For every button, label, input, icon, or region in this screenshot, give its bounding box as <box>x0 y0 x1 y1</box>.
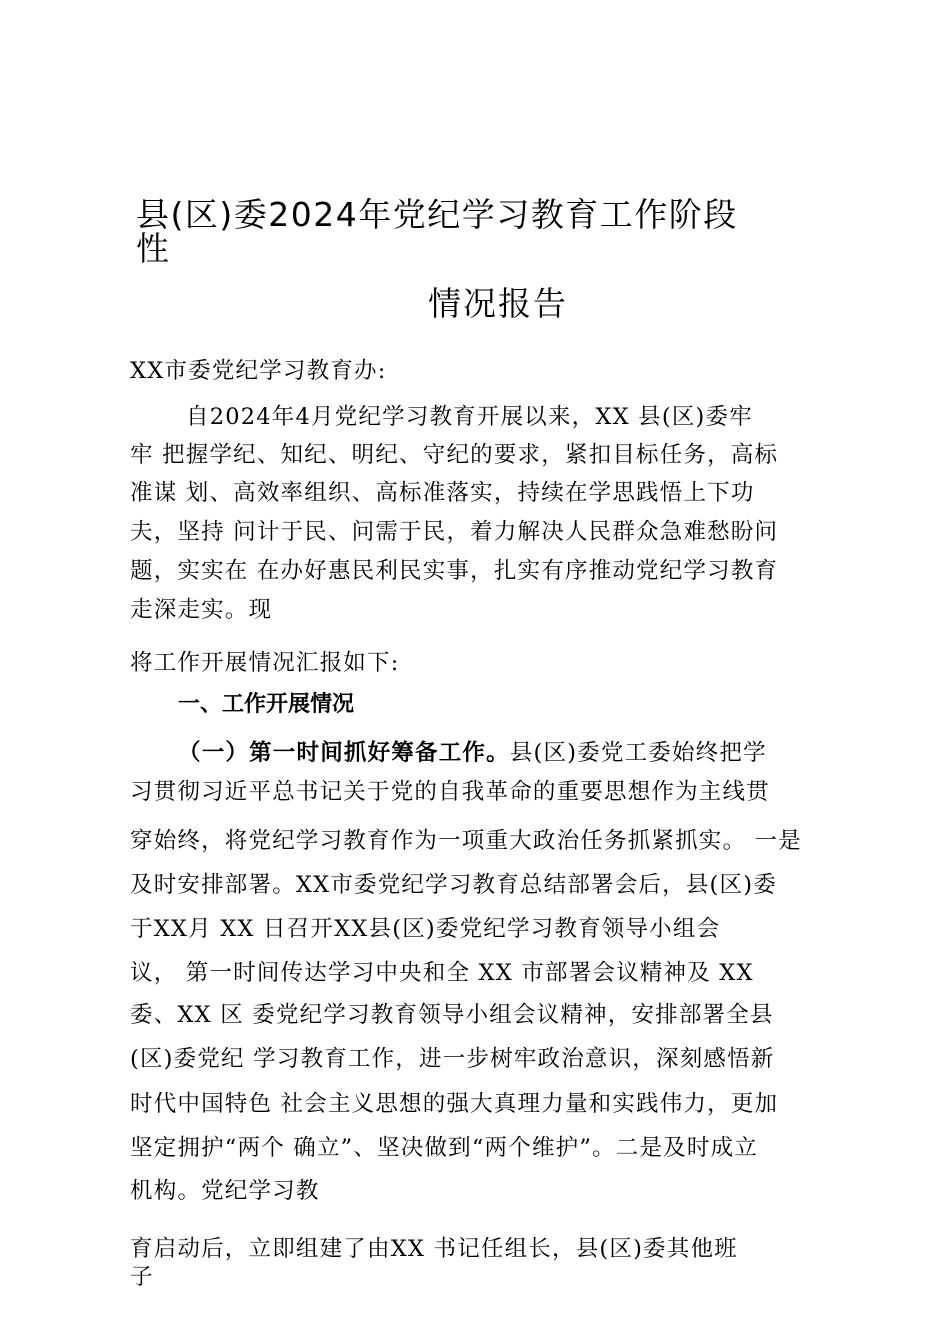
subsection-heading: （一）第一时间抓好筹备工作。 <box>178 740 510 766</box>
paragraph-line: 准谋 划、高效率组织、高标准落实，持续在学思践悟上下功 <box>130 480 755 506</box>
paragraph-line: 议， 第一时间传达学习中央和全 XX 市部署会议精神及 XX <box>130 960 754 986</box>
paragraph-line: 走深走实。现 <box>130 597 273 623</box>
paragraph-line: 及时安排部署。XX市委党纪学习教育总结部署会后，县(区)委 <box>130 872 777 898</box>
paragraph-line: 子 <box>130 1264 154 1290</box>
paragraph-line: 牢 把握学纪、知纪、明纪、守纪的要求，紧扣目标任务，高标 <box>130 442 779 468</box>
document-title-line-2: 性 <box>136 229 169 268</box>
paragraph-line: 穿始终，将党纪学习教育作为一项重大政治任务抓紧抓实。 一是 <box>130 828 802 854</box>
paragraph-line: 将工作开展情况汇报如下: <box>130 650 400 676</box>
paragraph-line: 夫，坚持 问计于民、问需于民，着力解决人民群众急难愁盼问 <box>130 519 779 545</box>
paragraph-line: 题，实实在 在办好惠民利民实事，扎实有序推动党纪学习教育 <box>130 558 779 584</box>
paragraph-line: 习贯彻习近平总书记关于党的自我革命的重要思想作为主线贯 <box>130 779 770 805</box>
document-title-line-3: 情况报告 <box>428 284 568 323</box>
paragraph-text: 县(区)委党工委始终把学 <box>509 740 767 766</box>
paragraph-line: 于XX月 XX 日召开XX县(区)委党纪学习教育领导小组会 <box>130 916 721 942</box>
paragraph-line: 时代中国特色 社会主义思想的强大真理力量和实践伟力，更加 <box>130 1091 779 1117</box>
paragraph-line: 育启动后，立即组建了由XX 书记任组长，县(区)委其他班 <box>130 1236 738 1262</box>
section-heading: 一、工作开展情况 <box>178 692 355 717</box>
salutation: XX市委党纪学习教育办: <box>130 358 387 384</box>
paragraph-line: 自2024年4月党纪学习教育开展以来，XX 县(区)委牢 <box>186 404 753 430</box>
paragraph-line: (区)委党纪 学习教育工作，进一步树牢政治意识，深刻感悟新 <box>130 1046 775 1072</box>
paragraph-line: 委、XX 区 委党纪学习教育领导小组会议精神，安排部署全县 <box>130 1002 774 1028</box>
paragraph-line: 机构。党纪学习教 <box>130 1178 320 1204</box>
paragraph-line <box>178 738 767 768</box>
document-title-line-1: 县(区)委2024年党纪学习教育工作阶段 <box>136 195 738 234</box>
paragraph-line: 坚定拥护“两个 确立”、坚决做到“两个维护”。二是及时成立 <box>130 1135 758 1161</box>
